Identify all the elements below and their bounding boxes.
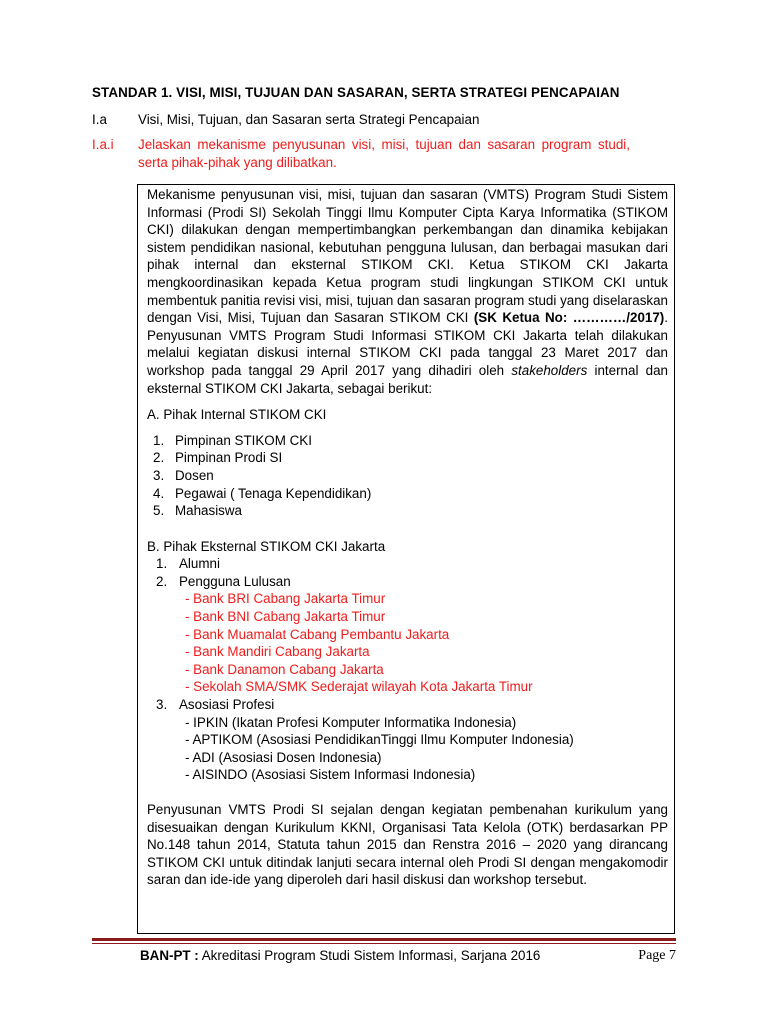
item-label: Pimpinan STIKOM CKI — [175, 432, 312, 448]
internal-title: A. Pihak Internal STIKOM CKI — [147, 407, 327, 423]
pengguna-sublist — [147, 590, 668, 696]
item-number: 4. — [153, 485, 165, 501]
section-ia-number: I.a — [92, 112, 107, 127]
sk-number: (SK Ketua No: …………/2017) — [473, 310, 665, 326]
footer-title — [140, 945, 540, 967]
list-item-alumni — [147, 555, 668, 573]
sub-item: - IPKIN (Ikatan Profesi Komputer Informatika Indonesia) — [185, 714, 517, 730]
sub-item: - APTIKOM (Asosiasi PendidikanTinggi Ilmu Komputer Indonesia) — [185, 732, 574, 748]
footer-rule-thick — [92, 938, 676, 941]
asosiasi-sublist — [147, 714, 668, 784]
sub-item: - Bank Danamon Cabang Jakarta — [185, 661, 384, 677]
item-number: 1. — [153, 432, 165, 448]
section-iai-number: I.a.i — [92, 137, 114, 152]
external-list — [147, 555, 668, 784]
sub-item: - Sekolah SMA/SMK Sederajat wilayah Kota Jakarta Timur — [185, 679, 533, 695]
item-label: Alumni — [179, 556, 220, 572]
footer-label: BAN-PT : — [140, 948, 199, 963]
sub-item: - AISINDO (Asosiasi Sistem Informasi Indonesia) — [185, 767, 476, 783]
answer-content — [147, 186, 668, 889]
list-item-pengguna — [147, 573, 668, 591]
item-label: Dosen — [175, 467, 214, 483]
item-number: 3. — [153, 467, 165, 483]
intro-text-1: Mekanisme penyusunan visi, misi, tujuan dan sasaran (VMTS) Program Studi Sistem Informasi (Prodi SI) Sekolah Tinggi Ilmu Komputer Cipta Karya Informatika (STIKOM CKI) dilakukan dengan mempertimbangkan perkembangan dan dinamika kebijakan sistem pendidikan nasional, kebutuhan pengguna lulusan, dan berbagai masukan dari pihak internal dan eksternal STIKOM CKI. Ketua STIKOM CKI Jakarta mengkoordinasikan kepada Ketua program studi lingkungan STIKOM CKI untuk membentuk panitia revisi visi, misi, tujuan dan sasaran program studi yang diselaraskan dengan Visi, Misi, Tujuan dan Sasaran STIKOM CKI — [147, 187, 668, 326]
item-label: Mahasiswa — [175, 503, 242, 519]
sub-item: - Bank Mandiri Cabang Jakarta — [185, 644, 370, 660]
item-label: Pimpinan Prodi SI — [175, 450, 283, 466]
sub-item: - Bank Muamalat Cabang Pembantu Jakarta — [185, 626, 450, 642]
sub-item: - Bank BRI Cabang Jakarta Timur — [185, 591, 386, 607]
closing-paragraph: Penyusunan VMTS Prodi SI sejalan dengan kegiatan pembenahan kurikulum yang disesuaikan dengan Kurikulum KKNI, Organisasi Tata Kelola (OTK) berdasarkan PP No.148 tahun 2014, Statuta tahun 2015 dan Renstra 2016 – 2020 yang dirancang STIKOM CKI untuk ditindak lanjuti secara internal oleh Prodi SI dengan mengakomodir saran dan ide-ide yang diperoleh dari hasil diskusi dan workshop tersebut. — [147, 802, 668, 888]
intro-paragraph — [147, 186, 668, 397]
footer-rule-thin — [92, 943, 676, 944]
answer-box — [137, 184, 675, 934]
pengguna-sublist-wrap — [147, 590, 668, 696]
external-title: B. Pihak Eksternal STIKOM CKI Jakarta — [147, 538, 386, 554]
intro-text-3: internal dan eksternal STIKOM CKI Jakarta, sebagai berikut: — [147, 362, 668, 396]
item-number: 2. — [153, 450, 165, 466]
footer-text: Akreditasi Program Studi Sistem Informasi, Sarjana 2016 — [198, 948, 541, 963]
stakeholders-term: stakeholders — [511, 362, 588, 378]
intro-text-2: . Penyusunan VMTS Program Studi Informasi STIKOM CKI Jakarta telah dilakukan melalui kegiatan diskusi internal STIKOM CKI pada tanggal 23 Maret 2017 dan workshop pada tanggal 29 April 2017 yang dihadiri oleh — [147, 310, 668, 378]
section-iai-question: Jelaskan mekanisme penyusunan visi, misi, tujuan dan sasaran program studi, serta pihak-pihak yang dilibatkan. — [138, 137, 630, 170]
list-item — [147, 432, 668, 450]
page-number: Page 7 — [638, 948, 676, 963]
standard-heading: STANDAR 1. VISI, MISI, TUJUAN DAN SASARAN, SERTA STRATEGI PENCAPAIAN — [92, 85, 620, 100]
item-number: 5. — [153, 503, 165, 519]
section-ia-title: Visi, Misi, Tujuan, dan Sasaran serta Strategi Pencapaian — [138, 112, 480, 127]
list-item — [147, 485, 668, 503]
sub-item: - Bank BNI Cabang Jakarta Timur — [185, 609, 386, 625]
item-number: 2. — [156, 573, 168, 589]
list-item — [147, 502, 668, 520]
list-item-asosiasi — [147, 696, 668, 714]
list-item — [147, 467, 668, 485]
item-label: Asosiasi Profesi — [179, 697, 275, 713]
sub-item: - ADI (Asosiasi Dosen Indonesia) — [185, 749, 382, 765]
internal-list — [147, 432, 668, 520]
item-label: Pegawai ( Tenaga Kependidikan) — [175, 485, 372, 501]
item-number: 3. — [156, 697, 168, 713]
item-label: Pengguna Lulusan — [179, 573, 291, 589]
asosiasi-sublist-wrap — [147, 714, 668, 784]
list-item — [147, 449, 668, 467]
item-number: 1. — [156, 556, 168, 572]
